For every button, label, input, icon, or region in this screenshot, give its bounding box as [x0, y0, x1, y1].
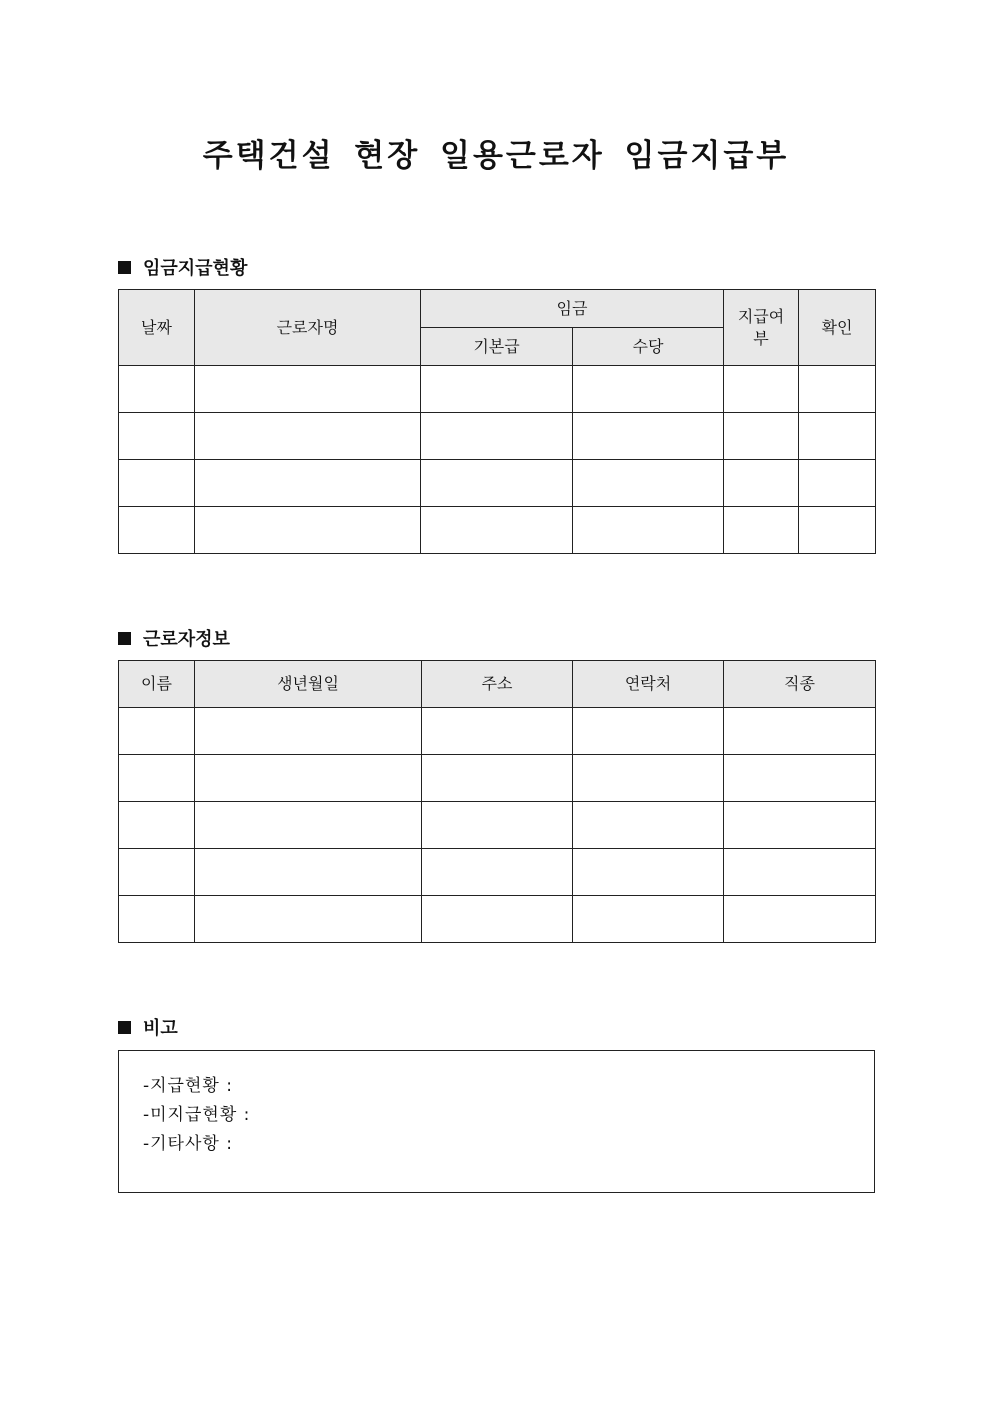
cell-base-pay[interactable]	[421, 507, 573, 554]
cell-birthdate[interactable]	[195, 849, 422, 896]
header-allowance: 수당	[573, 328, 724, 366]
table-row	[119, 755, 876, 802]
cell-worker-name[interactable]	[195, 366, 421, 413]
section-heading-worker-info	[118, 625, 230, 651]
cell-job-type[interactable]	[724, 755, 876, 802]
table-row	[119, 708, 876, 755]
cell-base-pay[interactable]	[421, 413, 573, 460]
table-row	[119, 802, 876, 849]
document-title: 주택건설 현장 일용근로자 임금지급부	[202, 138, 790, 174]
cell-allowance[interactable]	[573, 460, 724, 507]
cell-address[interactable]	[422, 708, 573, 755]
cell-worker-name[interactable]	[195, 460, 421, 507]
cell-contact[interactable]	[573, 802, 724, 849]
header-wage: 임금	[421, 290, 724, 328]
cell-date[interactable]	[119, 413, 195, 460]
square-bullet-icon	[118, 1021, 131, 1034]
cell-birthdate[interactable]	[195, 708, 422, 755]
section-heading-label: 비고	[143, 1018, 178, 1039]
cell-address[interactable]	[422, 849, 573, 896]
cell-confirm[interactable]	[799, 460, 876, 507]
cell-name[interactable]	[119, 802, 195, 849]
cell-birthdate[interactable]	[195, 896, 422, 943]
square-bullet-icon	[118, 632, 131, 645]
table-row	[119, 413, 876, 460]
cell-confirm[interactable]	[799, 413, 876, 460]
worker-info-table	[118, 660, 876, 943]
cell-date[interactable]	[119, 507, 195, 554]
cell-base-pay[interactable]	[421, 366, 573, 413]
cell-address[interactable]	[422, 896, 573, 943]
header-worker-name: 근로자명	[195, 290, 421, 366]
remark-other-notes: -기타사항 :	[143, 1134, 233, 1154]
table-row	[119, 460, 876, 507]
table-row	[119, 849, 876, 896]
cell-paid[interactable]	[724, 366, 799, 413]
cell-worker-name[interactable]	[195, 507, 421, 554]
section-heading-payment	[118, 254, 247, 280]
cell-base-pay[interactable]	[421, 460, 573, 507]
cell-worker-name[interactable]	[195, 413, 421, 460]
section-heading-label: 임금지급현황	[143, 258, 248, 279]
header-address: 주소	[422, 661, 573, 708]
table-row	[119, 507, 876, 554]
payment-table	[118, 289, 876, 554]
cell-confirm[interactable]	[799, 507, 876, 554]
cell-job-type[interactable]	[724, 849, 876, 896]
header-date: 날짜	[119, 290, 195, 366]
cell-contact[interactable]	[573, 849, 724, 896]
cell-name[interactable]	[119, 755, 195, 802]
cell-paid[interactable]	[724, 413, 799, 460]
cell-job-type[interactable]	[724, 802, 876, 849]
cell-address[interactable]	[422, 755, 573, 802]
header-name: 이름	[119, 661, 195, 708]
cell-contact[interactable]	[573, 708, 724, 755]
cell-paid[interactable]	[724, 460, 799, 507]
cell-date[interactable]	[119, 366, 195, 413]
section-heading-remarks	[118, 1014, 178, 1040]
header-contact: 연락처	[573, 661, 724, 708]
table-row	[119, 896, 876, 943]
cell-birthdate[interactable]	[195, 755, 422, 802]
cell-birthdate[interactable]	[195, 802, 422, 849]
cell-allowance[interactable]	[573, 366, 724, 413]
cell-paid[interactable]	[724, 507, 799, 554]
cell-contact[interactable]	[573, 896, 724, 943]
cell-name[interactable]	[119, 896, 195, 943]
cell-confirm[interactable]	[799, 366, 876, 413]
cell-job-type[interactable]	[724, 708, 876, 755]
header-confirm: 확인	[799, 290, 876, 366]
header-birthdate: 생년월일	[195, 661, 422, 708]
cell-date[interactable]	[119, 460, 195, 507]
cell-allowance[interactable]	[573, 413, 724, 460]
square-bullet-icon	[118, 261, 131, 274]
cell-name[interactable]	[119, 849, 195, 896]
header-job-type: 직종	[724, 661, 876, 708]
cell-allowance[interactable]	[573, 507, 724, 554]
cell-address[interactable]	[422, 802, 573, 849]
cell-name[interactable]	[119, 708, 195, 755]
remark-paid-status: -지급현황 :	[143, 1076, 233, 1096]
header-paid: 지급여부	[724, 290, 799, 366]
header-base-pay: 기본급	[421, 328, 573, 366]
remark-unpaid-status: -미지급현황 :	[143, 1105, 251, 1125]
remarks-box[interactable]	[118, 1050, 875, 1193]
cell-contact[interactable]	[573, 755, 724, 802]
section-heading-label: 근로자정보	[143, 629, 230, 650]
cell-job-type[interactable]	[724, 896, 876, 943]
table-row	[119, 366, 876, 413]
